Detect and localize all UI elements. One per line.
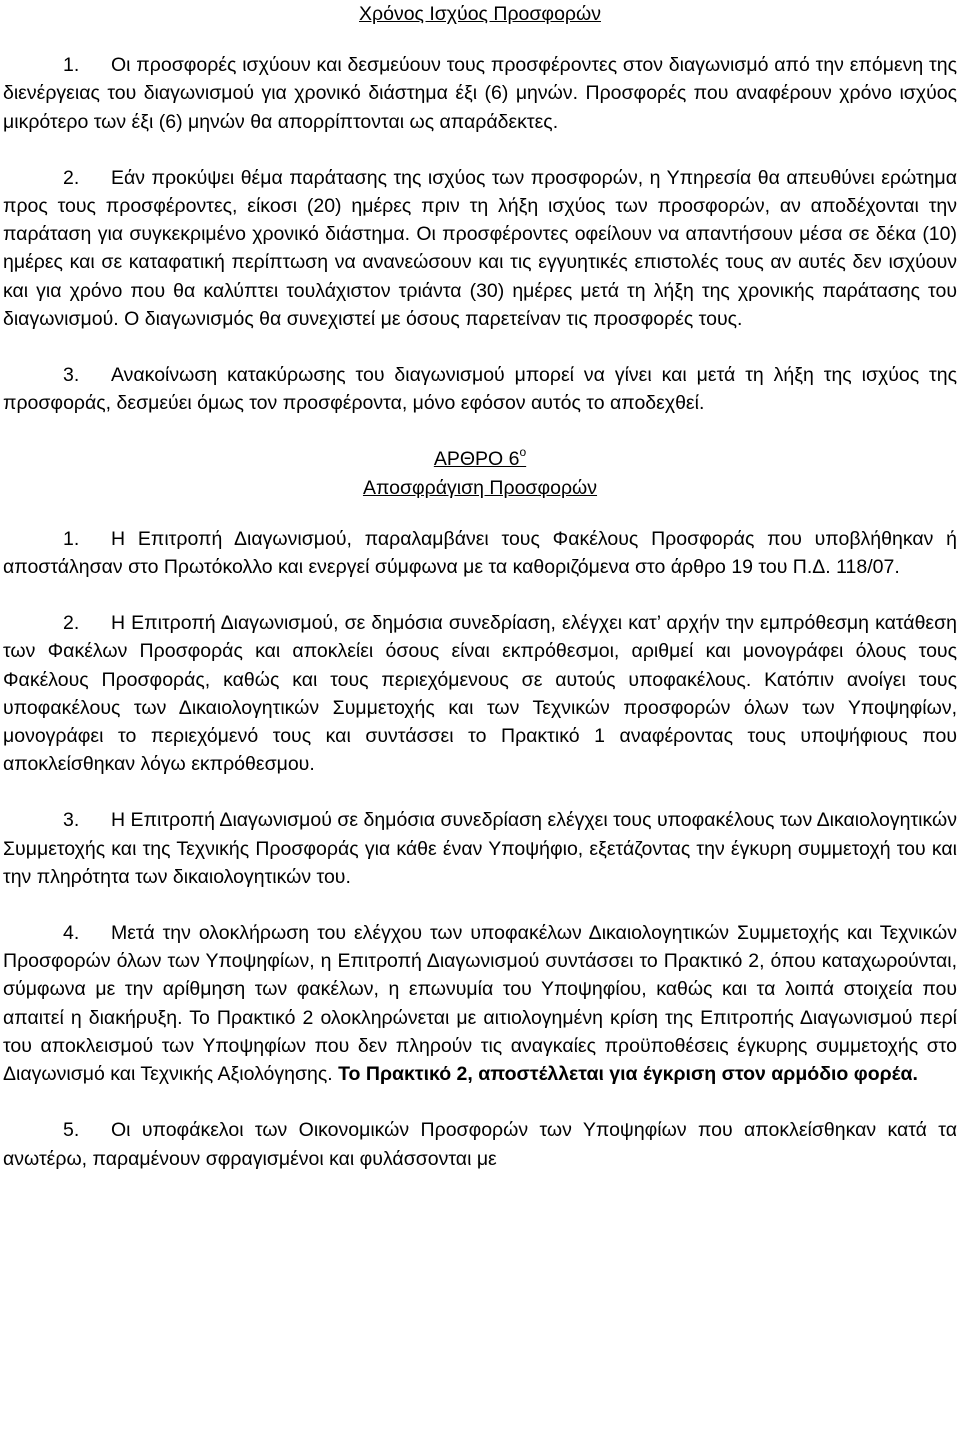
validity-item-2 bbox=[3, 164, 957, 333]
article-subtitle: Αποσφράγιση Προσφορών bbox=[362, 476, 598, 499]
unsealing-item-4 bbox=[3, 919, 957, 1088]
unsealing-item-3 bbox=[3, 806, 957, 891]
spacer bbox=[3, 778, 957, 806]
spacer bbox=[3, 581, 957, 609]
item-text: Η Επιτροπή Διαγωνισμού, σε δημόσια συνεδρίαση, ελέγχει κατ’ αρχήν την εμπρόθεσμη κατάθεση των Φακέλων Προσφοράς και αποκλείει όσους είναι εκπρόθεσμοι, αριθμεί και μονογράφει όλους τους Φακέλους Προσφοράς, καθώς και τους περιεχόμενους σε αυτούς υποφακέλους. Κατόπιν ανοίγει τους υποφακέλους των Δικαιολογητικών Συμμετοχής και των Τεχνικών προσφορών όλων των Υποψηφίων, μονογράφει το περιεχόμενό τους και συντάσσει το Πρακτικό 1 αναφέροντας τους υποψήφιους που αποκλείσθηκαν λόγω εκπρόθεσμου. bbox=[3, 612, 957, 776]
spacer bbox=[3, 28, 957, 51]
item-text: Εάν προκύψει θέμα παράτασης της ισχύος των προσφορών, η Υπηρεσία θα απευθύνει ερώτημα προς τους προσφέροντες, είκοσι (20) ημέρες πριν τη λήξη ισχύος των προσφορών, αν αποδέχονται την παράταση για συγκεκριμένο χρονικό διάστημα. Οι προσφέροντες οφείλουν να απαντήσουν μέσα σε δέκα (10) ημέρες και σε καταφατική περίπτωση να ανανεώσουν και τις εγγυητικές επιστολές τους αν αυτές δεν ισχύουν και για χρόνο που θα καλύπτει τουλάχιστον τριάντα (30) ημέρες μετά τη λήξη της χρονικής παράτασης του διαγωνισμού. Ο διαγωνισμός θα συνεχιστεί με όσους παρετείναν τις προσφορές τους. bbox=[3, 166, 957, 330]
item-number: 3. bbox=[63, 364, 80, 387]
unsealing-item-5 bbox=[3, 1116, 957, 1172]
item-text: Η Επιτροπή Διαγωνισμού σε δημόσια συνεδρίαση ελέγχει τους υποφακέλους των Δικαιολογητικών Συμμετοχής και της Τεχνικής Προσφοράς για κάθε έναν Υποψήφιο, εξετάζοντας την έγκυρη συμμετοχή του και την πληρότητα των δικαιολογητικών του. bbox=[3, 809, 957, 888]
unsealing-item-1 bbox=[3, 525, 957, 581]
item-number: 2. bbox=[63, 612, 80, 635]
spacer bbox=[3, 136, 957, 164]
validity-item-3 bbox=[3, 361, 957, 417]
unsealing-item-2 bbox=[3, 609, 957, 778]
item-number: 1. bbox=[63, 527, 80, 550]
item-number: 3. bbox=[63, 809, 80, 832]
spacer bbox=[3, 1088, 957, 1116]
spacer bbox=[3, 891, 957, 919]
item-number: 1. bbox=[63, 54, 80, 77]
item-text: Οι προσφορές ισχύουν και δεσμεύουν τους προσφέροντες στον διαγωνισμό από την επόμενη της διενέργειας του διαγωνισμού για χρονικό διάστημα έξι (6) μηνών. Προσφορές που αναφέρουν χρόνο ισχύος μικρότερο των έξι (6) μηνών θα απορρίπτονται ως απαράδεκτες. bbox=[3, 54, 957, 133]
article-superscript: ο bbox=[519, 445, 527, 460]
item-text: Η Επιτροπή Διαγωνισμού, παραλαμβάνει τους Φακέλους Προσφοράς που υποβλήθηκαν ή αποστάλησαν στο Πρωτόκολλο και ενεργεί σύμφωνα με τα καθοριζόμενα στο άρθρο 19 του Π.Δ. 118/07. bbox=[3, 527, 957, 579]
item-number: 5. bbox=[63, 1119, 80, 1142]
spacer bbox=[3, 502, 957, 525]
article-title bbox=[3, 445, 957, 473]
item-number: 2. bbox=[63, 166, 80, 189]
article-title-text: ΑΡΘΡΟ 6 bbox=[433, 448, 520, 471]
spacer bbox=[3, 333, 957, 361]
item-text: Οι υποφάκελοι των Οικονομικών Προσφορών των Υποψηφίων που αποκλείσθηκαν κατά τα ανωτέρω, παραμένουν σφραγισμένοι και φυλάσσονται με bbox=[3, 1119, 957, 1170]
item-text: Ανακοίνωση κατακύρωσης του διαγωνισμού μπορεί να γίνει και μετά τη λήξη της ισχύος της προσφοράς, δεσμεύει όμως τον προσφέροντα, μόνο εφόσον αυτός το αποδεχθεί. bbox=[3, 364, 957, 415]
item-bold-text: Το Πρακτικό 2, αποστέλλεται για έγκριση στον αρμόδιο φορέα. bbox=[338, 1063, 918, 1086]
item-number: 4. bbox=[63, 922, 80, 945]
section-title: Χρόνος Ισχύος Προσφορών bbox=[359, 3, 601, 25]
item-text: Μετά την ολοκλήρωση του ελέγχου των υποφακέλων Δικαιολογητικών Συμμετοχής και Τεχνικών Προσφορών όλων των Υποψηφίων, η Επιτροπή Διαγωνισμού συντάσσει το Πρακτικό 2, όπου καταχωρούνται, σύμφωνα με την αρίθμηση των φακέλων, η επωνυμία του Υποψηφίου, καθώς και τα λοιπά στοιχεία που απαιτεί η διακήρυξη. Το Πρακτικό 2 ολοκληρώνεται με αιτιολογημένη κρίση της Επιτροπής Διαγωνισμού περί του αποκλεισμού των Υποψηφίων που δεν πληρούν τις αναγκαίες προϋποθέσεις έγκυρης συμμετοχής στο Διαγωνισμό και Τεχνικής Αξιολόγησης. bbox=[3, 922, 957, 1086]
validity-item-1 bbox=[3, 51, 957, 136]
spacer bbox=[3, 417, 957, 445]
